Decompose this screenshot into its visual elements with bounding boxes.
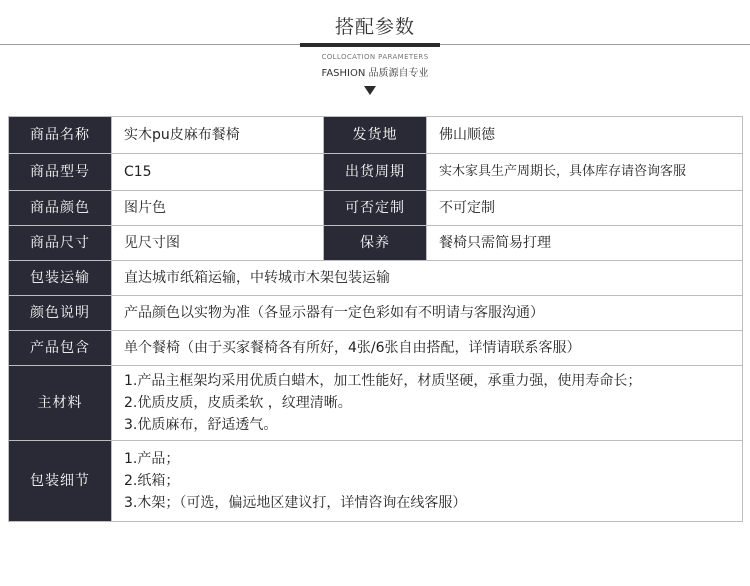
spec-value: 见尺寸图 — [112, 226, 324, 261]
table-row — [9, 117, 743, 154]
subtitle-slogan: FASHION 品质源自专业 — [321, 68, 429, 79]
spec-label: 包装运输 — [9, 261, 112, 296]
spec-value: 佛山顺德 — [427, 117, 743, 154]
spec-table — [8, 116, 743, 522]
spec-label: 可否定制 — [324, 191, 427, 226]
spec-label: 商品名称 — [9, 117, 112, 154]
table-row — [9, 331, 743, 366]
spec-value: 不可定制 — [427, 191, 743, 226]
section-header — [0, 0, 750, 110]
spec-value: 餐椅只需简易打理 — [427, 226, 743, 261]
table-row — [9, 441, 743, 522]
table-row — [9, 366, 743, 441]
section-title: 搭配参数 — [334, 16, 415, 38]
spec-label: 主材料 — [9, 366, 112, 441]
spec-label: 颜色说明 — [9, 296, 112, 331]
table-row — [9, 154, 743, 191]
spec-line: 3.优质麻布，舒适透气。 — [124, 417, 278, 433]
spec-line: 3.木架；（可选，偏远地区建议打，详情咨询在线客服） — [124, 495, 467, 511]
spec-line: 2.纸箱； — [124, 473, 180, 489]
spec-label: 商品型号 — [9, 154, 112, 191]
spec-line: 2.优质皮质，皮质柔软 ，纹理清晰。 — [124, 395, 352, 411]
spec-value: 图片色 — [112, 191, 324, 226]
spec-value: 实木pu皮麻布餐椅 — [112, 117, 324, 154]
spec-value: 产品颜色以实物为准（各显示器有一定色彩如有不明请与客服沟通） — [112, 296, 743, 331]
spec-label: 出货周期 — [324, 154, 427, 191]
table-row — [9, 191, 743, 226]
spec-label: 包装细节 — [9, 441, 112, 522]
spec-value-multiline — [112, 366, 743, 441]
down-triangle-icon — [364, 86, 376, 95]
spec-value: C15 — [112, 154, 324, 191]
spec-value: 直达城市纸箱运输，中转城市木架包装运输 — [112, 261, 743, 296]
spec-label: 商品尺寸 — [9, 226, 112, 261]
spec-value: 实木家具生产周期长，具体库存请咨询客服 — [427, 154, 743, 191]
table-row — [9, 226, 743, 261]
spec-line: 1.产品主框架均采用优质白蜡木，加工性能好，材质坚硬，承重力强，使用寿命长； — [124, 373, 642, 389]
table-row — [9, 261, 743, 296]
spec-label: 商品颜色 — [9, 191, 112, 226]
table-row — [9, 296, 743, 331]
spec-label: 产品包含 — [9, 331, 112, 366]
subtitle-english: COLLOCATION PARAMETERS — [321, 53, 429, 61]
header-accent-bar — [300, 43, 440, 47]
spec-label: 保养 — [324, 226, 427, 261]
spec-label: 发货地 — [324, 117, 427, 154]
spec-value: 单个餐椅（由于买家餐椅各有所好，4张/6张自由搭配，详情请联系客服） — [112, 331, 743, 366]
spec-value-multiline — [112, 441, 743, 522]
spec-line: 1.产品； — [124, 451, 180, 467]
